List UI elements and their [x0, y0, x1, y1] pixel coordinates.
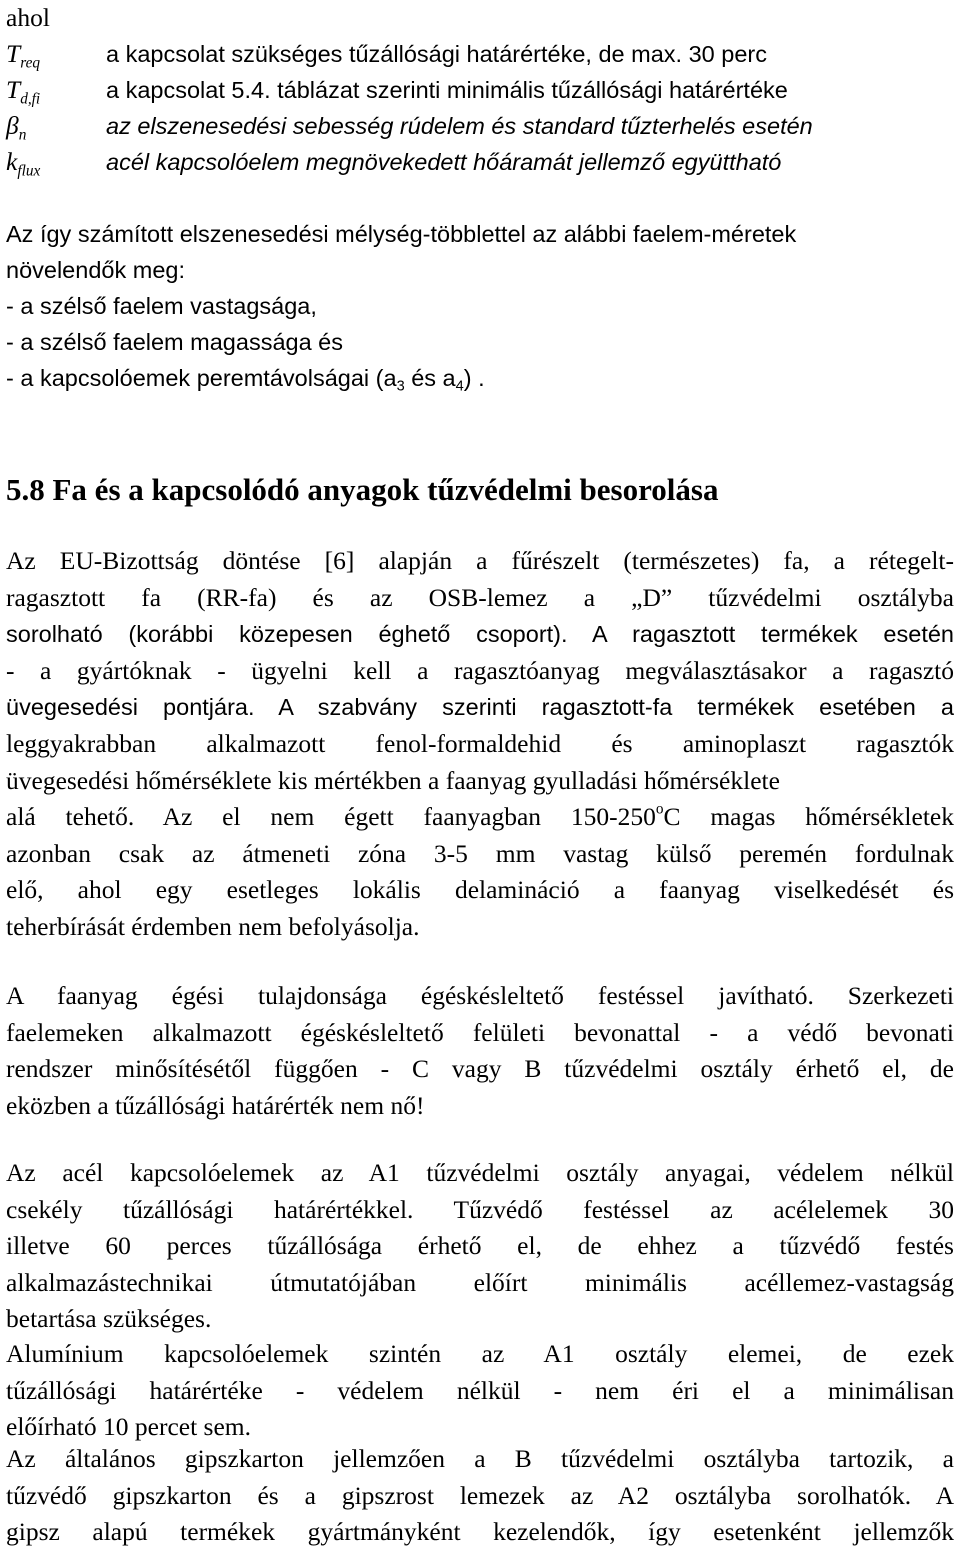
list-item: - a szélső faelem magassága és — [6, 329, 343, 355]
text-line: Alumínium kapcsolóelemek szintén az A1 osztály elemei, de ezek — [6, 1339, 954, 1368]
text-line: sorolható (korábbi közepesen éghető csoport). A ragasztott termékek esetén — [6, 621, 954, 648]
definition-symbol: $T_{d,fi}$ — [6, 75, 41, 108]
text-line: üvegesedési hőmérséklete kis mértékben a faanyag gyulladási hőmérséklete — [6, 765, 780, 795]
list-item: - a kapcsolóemek peremtávolságai ($a_3$ és $a_4$) . — [6, 365, 485, 395]
definition-symbol: $T_{req}$ — [6, 39, 41, 72]
definition-text: a kapcsolat szükséges tűzállósági határértéke, de max. 30 perc — [106, 41, 767, 67]
text-line: Az acél kapcsolóelemek az A1 tűzvédelmi osztály anyagai, védelem nélkül — [6, 1158, 954, 1187]
text-line: illetve 60 perces tűzállósága érhető el, de ehhez a tűzvédő festés — [6, 1231, 954, 1261]
text-line: leggyakrabban alkalmazott fenol-formaldehid és aminoplaszt ragasztók — [6, 729, 954, 758]
text-line: tűzállósági határértéke - védelem nélkül - nem éri el a minimálisan — [6, 1375, 954, 1405]
definition-row — [6, 144, 954, 180]
text-line: Az így számított elszenesedési mélység-többlettel az alábbi faelem-méretek — [6, 221, 797, 247]
text-line: faelemeken alkalmazott égéskésleltető felületi bevonattal - a védő bevonati — [6, 1017, 954, 1047]
text-line: előírható 10 percet sem. — [6, 1412, 251, 1442]
definition-row — [6, 72, 954, 108]
text-line: azonban csak az átmeneti zóna 3-5 mm vastag külső peremén fordulnak — [6, 838, 954, 868]
text-line: tűzvédő gipszkarton és a gipszrost lemezek az A2 osztályba sorolhatók. A — [6, 1480, 954, 1510]
text-line: betartása szükséges. — [6, 1304, 212, 1334]
definition-row — [6, 108, 954, 144]
section-heading: 5.8 Fa és a kapcsolódó anyagok tűzvédelmi besorolása — [6, 472, 719, 507]
definition-symbol: $k_{flux}$ — [6, 147, 41, 180]
text-line: Az általános gipszkarton jellemzően a B tűzvédelmi osztályba tartozik, a — [6, 1444, 954, 1473]
text-line: gipsz alapú termékek gyártmányként kezelendők, így esetenként jellemzők — [6, 1517, 954, 1547]
definition-row — [6, 36, 954, 72]
text-line: elő, ahol egy esetleges lokális delamináció a faanyag viselkedését és — [6, 875, 954, 905]
definition-text: a kapcsolat 5.4. táblázat szerinti minimális tűzállósági határértéke — [106, 77, 788, 103]
intro-word: ahol — [6, 3, 50, 32]
text-line: alá tehető. Az el nem égett faanyagban 150-250$^o$C magas hőmérsékletek — [6, 800, 954, 832]
text-line: ragasztott fa (RR-fa) és az OSB-lemez a „D” tűzvédelmi osztályba — [6, 582, 954, 612]
text-line: rendszer minősítésétől függően - C vagy B tűzvédelmi osztály érhető el, de — [6, 1054, 954, 1084]
text-line: alkalmazástechnikai útmutatójában előírt minimális acéllemez-vastagság — [6, 1267, 954, 1297]
text-line: teherbírását érdemben nem befolyásolja. — [6, 912, 420, 941]
definition-text: az elszenesedési sebesség rúdelem és standard tűzterhelés esetén — [106, 113, 813, 139]
text-line: csekély tűzállósági határértékkel. Tűzvédő festéssel az acélelemek 30 — [6, 1194, 954, 1224]
definition-symbol: $\beta_n$ — [6, 111, 27, 144]
text-line: - a gyártóknak - ügyelni kell a ragasztóanyag megválasztásakor a ragasztó — [6, 655, 954, 685]
text-line: üvegesedési pontjára. A szabvány szerinti ragasztott-fa termékek esetében a — [6, 694, 954, 721]
list-item: - a szélső faelem vastagsága, — [6, 293, 317, 319]
text-line: A faanyag égési tulajdonsága égéskésleltető festéssel javítható. Szerkezeti — [6, 981, 954, 1010]
text-line: Az EU-Bizottság döntése [6] alapján a fűrészelt (természetes) fa, a rétegelt- — [6, 546, 954, 575]
text-line: növelendők meg: — [6, 257, 185, 283]
definition-text: acél kapcsolóelem megnövekedett hőáramát jellemző együttható — [106, 149, 782, 175]
text-line: eközben a tűzállósági határérték nem nő! — [6, 1090, 425, 1120]
